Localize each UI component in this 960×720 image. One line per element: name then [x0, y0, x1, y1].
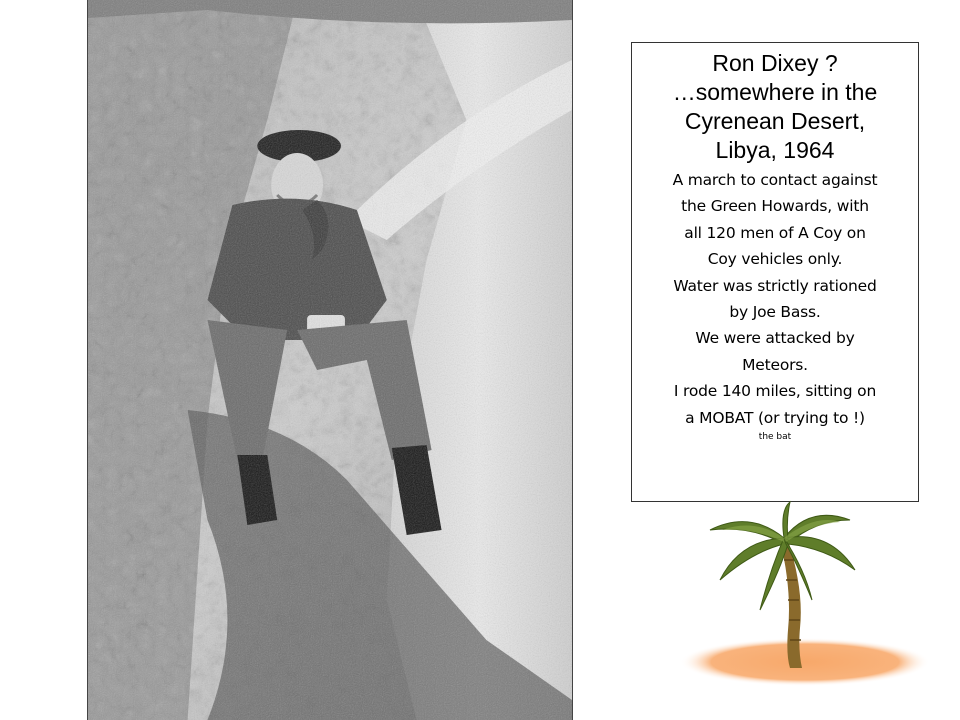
soldier-photo	[87, 0, 573, 720]
caption-body-line: Meteors.	[742, 355, 808, 374]
palm-tree-icon	[680, 500, 930, 690]
caption-body-line: a MOBAT (or trying to !)	[685, 408, 865, 427]
caption-body-line: the Green Howards, with	[681, 197, 869, 216]
caption-footnote: the bat	[758, 432, 792, 443]
caption-body-line: I rode 140 miles, sitting on	[673, 382, 877, 401]
caption-body-line: all 120 men of A Coy on	[684, 223, 866, 242]
photo-image	[88, 0, 572, 720]
caption-body-line: We were attacked by	[695, 329, 855, 348]
island-shape	[680, 638, 930, 686]
palm-tree-graphic	[680, 500, 930, 690]
caption-body-line: Water was strictly rationed	[673, 276, 877, 295]
caption-body-line: A march to contact against	[672, 171, 878, 189]
caption-body-line: by Joe Bass.	[729, 303, 821, 322]
caption-box	[631, 42, 919, 502]
caption-title-line: Ron Dixey ?	[712, 50, 838, 76]
caption-title-line: Libya, 1964	[715, 137, 835, 163]
caption-body-line: Coy vehicles only.	[707, 250, 843, 269]
caption-title-line: …somewhere in the	[672, 79, 878, 105]
caption-title-line: Cyrenean Desert,	[684, 108, 866, 134]
caption-body	[632, 167, 918, 431]
leaves-shape	[710, 502, 855, 610]
